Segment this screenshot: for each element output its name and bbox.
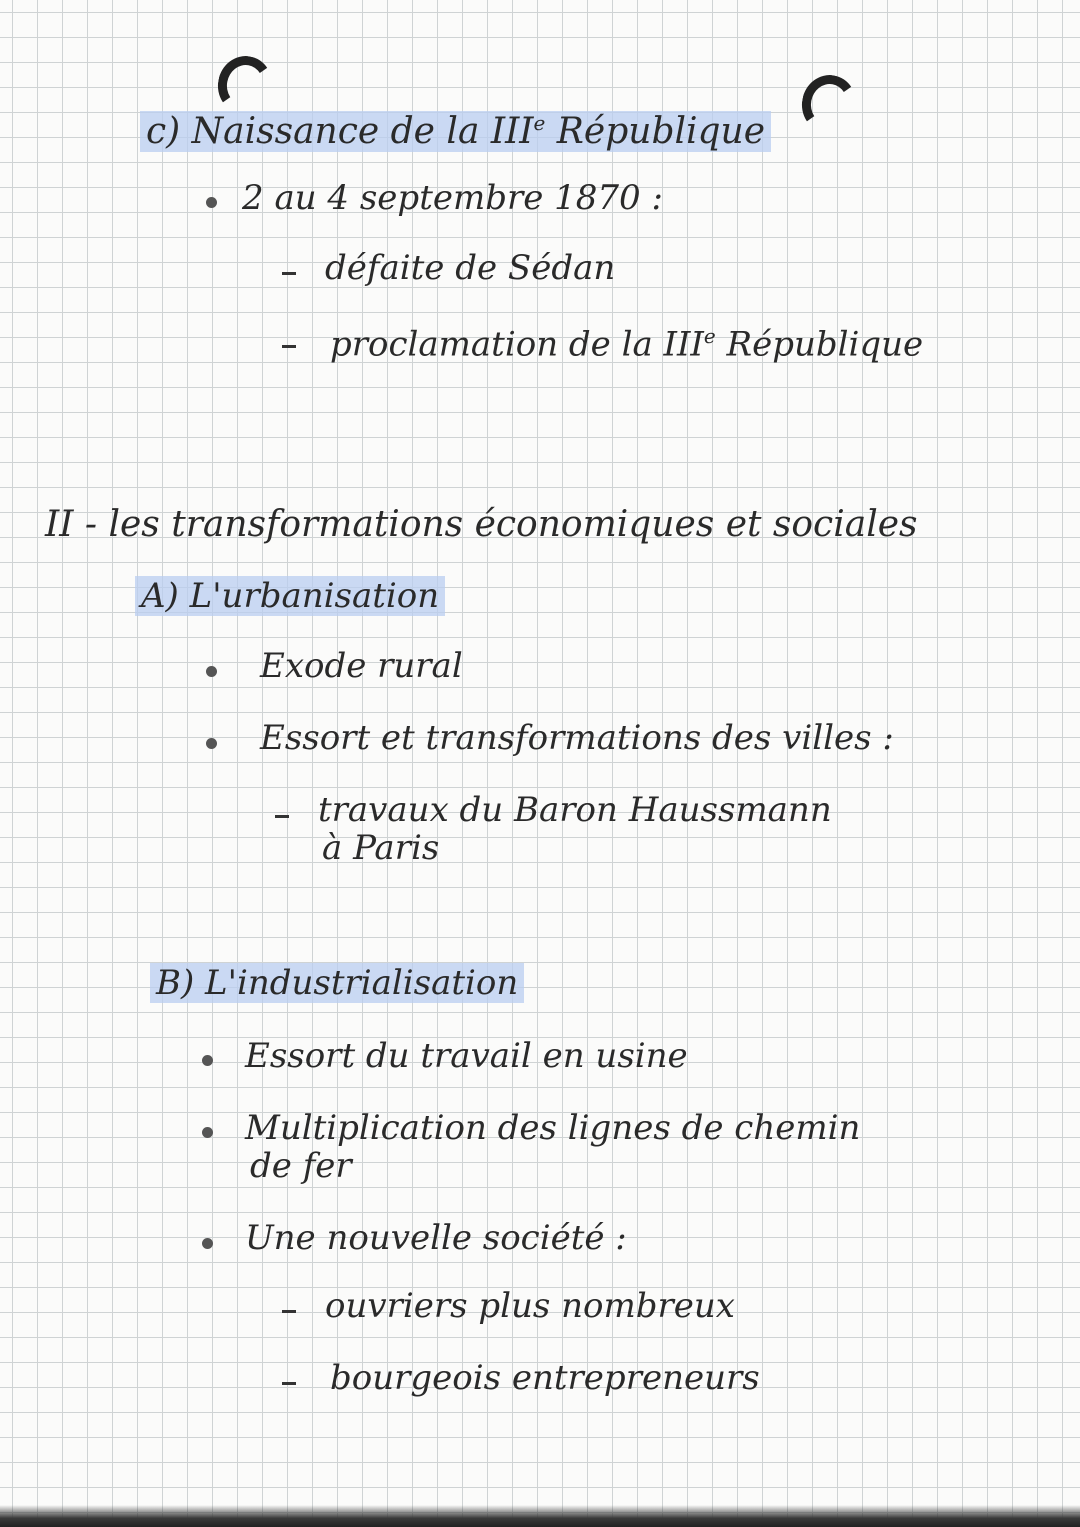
section-c-title: c) Naissance de la IIIe République bbox=[140, 112, 771, 152]
b-item-chemin-cont: de fer bbox=[250, 1146, 352, 1186]
b-subitem-bourgeois: bourgeois entrepreneurs bbox=[330, 1358, 760, 1398]
binder-hole-left bbox=[213, 52, 276, 118]
a-subitem-haussmann: travaux du Baron Haussmann bbox=[318, 790, 832, 830]
section-2-title: II - les transformations économiques et sociales bbox=[45, 504, 918, 545]
dash-marker bbox=[282, 345, 296, 348]
binder-hole-right bbox=[797, 71, 860, 137]
a-item-exode: Exode rural bbox=[260, 646, 463, 686]
a-subitem-paris: à Paris bbox=[322, 828, 440, 868]
bullet-dot bbox=[206, 738, 217, 749]
item-defaite: défaite de Sédan bbox=[325, 248, 616, 288]
bullet-dot bbox=[206, 666, 217, 677]
dash-marker bbox=[282, 1310, 296, 1313]
bullet-dot bbox=[202, 1238, 213, 1249]
bullet-dot bbox=[202, 1055, 213, 1066]
sub-b-title: B) L'industrialisation bbox=[150, 965, 524, 1002]
b-item-chemin: Multiplication des lignes de chemin bbox=[245, 1108, 861, 1148]
b-subitem-ouvriers: ouvriers plus nombreux bbox=[325, 1286, 735, 1326]
b-item-societe: Une nouvelle société : bbox=[245, 1218, 627, 1258]
bullet-dot bbox=[206, 197, 217, 208]
sub-a-title: A) L'urbanisation bbox=[135, 578, 445, 615]
a-item-essort-villes: Essort et transformations des villes : bbox=[260, 718, 894, 758]
dash-marker bbox=[282, 1382, 296, 1385]
dash-marker bbox=[275, 815, 289, 818]
item-proclamation: proclamation de la IIIe République bbox=[330, 324, 924, 365]
dates-line: 2 au 4 septembre 1870 : bbox=[242, 178, 663, 218]
b-item-usine: Essort du travail en usine bbox=[245, 1036, 688, 1076]
dash-marker bbox=[282, 272, 296, 275]
bullet-dot bbox=[202, 1127, 213, 1138]
